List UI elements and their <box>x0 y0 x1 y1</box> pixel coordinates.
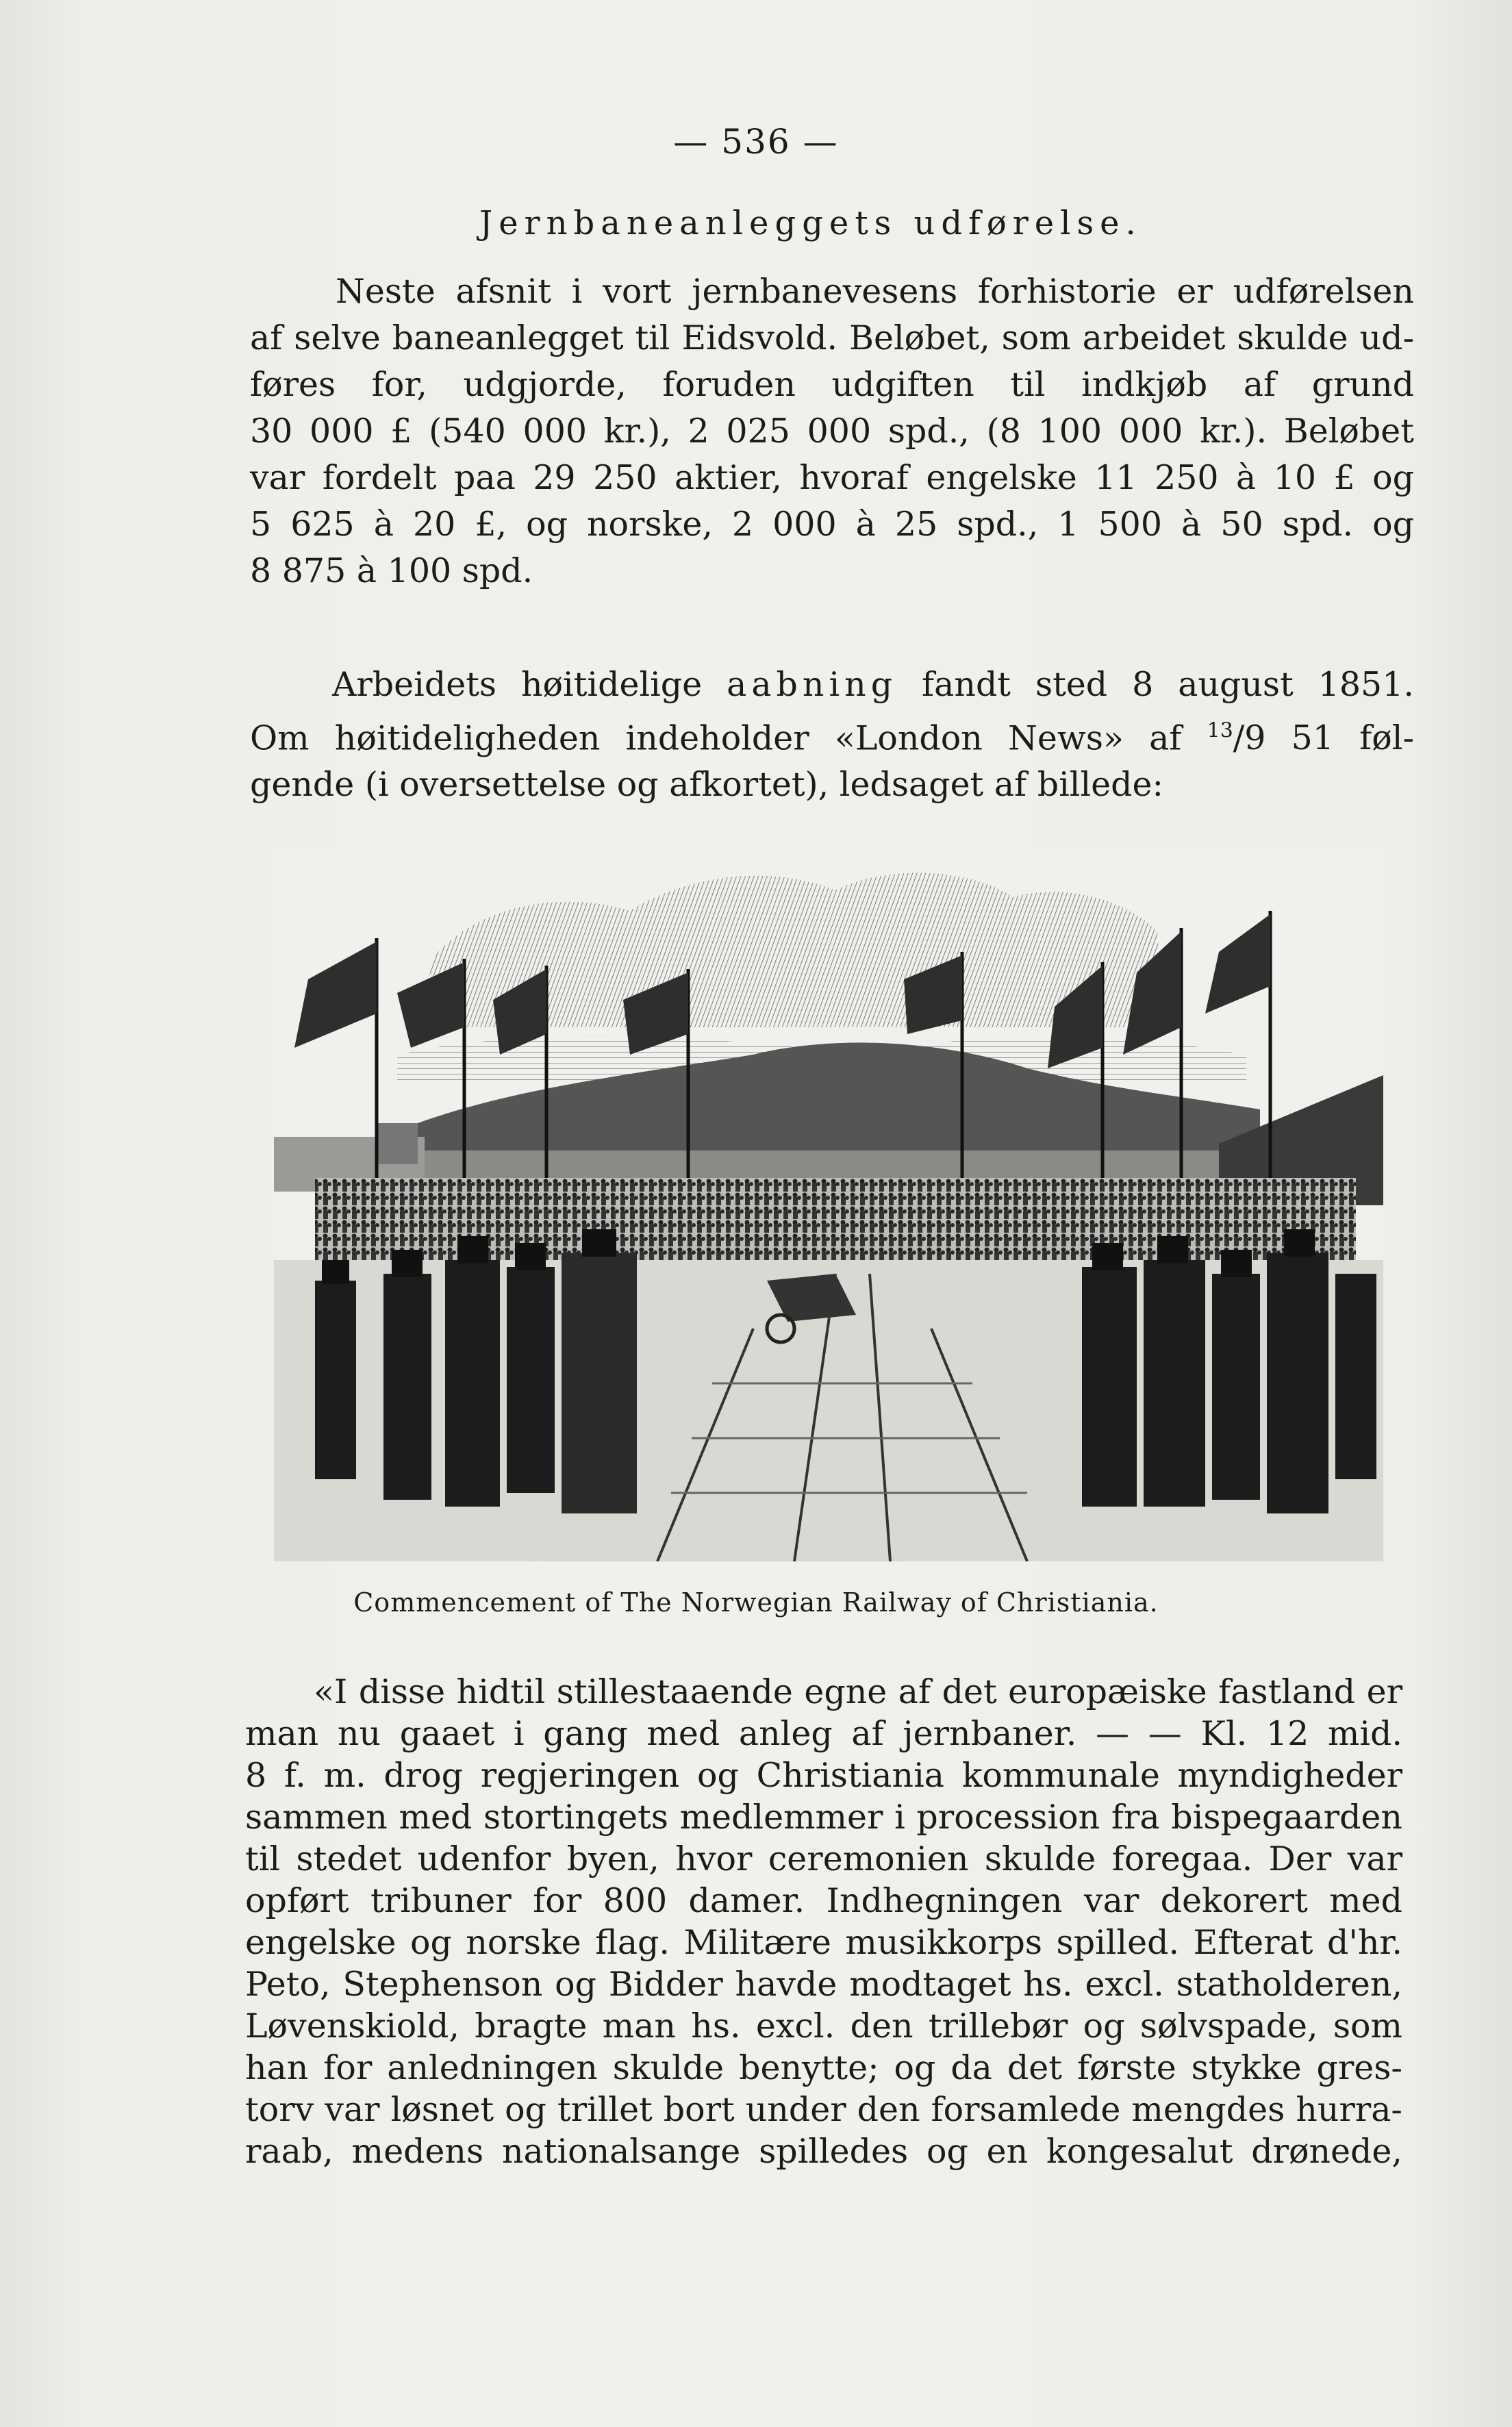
text-line: 5 625 à 20 £, og norske, 2 000 à 25 spd., 1 500 à 50 spd. og <box>250 505 1414 544</box>
text-line: 30 000 £ (540 000 kr.), 2 025 000 spd., (8 100 000 kr.). Beløbet <box>250 412 1414 451</box>
text-line: «I disse hidtil stillestaaende egne af det europæiske fastland er <box>314 1672 1402 1711</box>
text-line: sammen med stortingets medlemmer i procession fra bispegaarden <box>245 1798 1402 1837</box>
text-line: Løvenskiold, bragte man hs. excl. den trillebør og sølvspade, som <box>245 2007 1402 2046</box>
text-line: gende (i oversettelse og afkortet), ledsaget af billede: <box>250 765 1164 805</box>
text-fragment: Arbeidets høitidelige <box>332 665 703 704</box>
text-line: opført tribuner for 800 damer. Indhegningen var dekorert med <box>245 1881 1402 1920</box>
text-fragment: Om høitideligheden indeholder «London News» af <box>250 718 1182 758</box>
text-line: torv var løsnet og trillet bort under den forsamlede mengdes hurra- <box>245 2090 1402 2129</box>
text-line: han for anledningen skulde benytte; og da det første stykke gres- <box>245 2048 1402 2087</box>
illustration-caption: Commencement of The Norwegian Railway of Christiania. <box>353 1587 1159 1618</box>
text-line: til stedet udenfor byen, hvor ceremonien skulde foregaa. Der var <box>245 1839 1402 1878</box>
text-line: af selve baneanlegget til Eidsvold. Beløbet, som arbeidet skulde ud- <box>250 318 1414 357</box>
paragraph-3 <box>245 1671 1402 2172</box>
text-line: var fordelt paa 29 250 aktier, hvoraf engelske 11 250 à 10 £ og <box>250 458 1414 497</box>
text-line: Neste afsnit i vort jernbanevesens forhistorie er udførelsen <box>336 272 1414 311</box>
superscript-day: 13 <box>1207 719 1233 743</box>
text-line <box>250 662 1414 708</box>
text-line <box>250 708 1414 762</box>
date-fraction: $^{13}$/9 51 føl- <box>1207 718 1414 758</box>
engraving-illustration <box>274 849 1383 1561</box>
text-line: Peto, Stephenson og Bidder havde modtaget hs. excl. statholderen, <box>245 1965 1402 2004</box>
text-line: 8 f. m. drog regjeringen og Christiania kommunale myndigheder <box>245 1756 1402 1795</box>
text-line: man nu gaaet i gang med anleg af jernbaner. — — Kl. 12 mid. <box>245 1714 1402 1753</box>
text-line: engelske og norske flag. Militære musikkorps spilled. Efterat d'hr. <box>245 1923 1402 1962</box>
paragraph-1 <box>250 268 1414 594</box>
emphasis-spaced: aabning <box>727 665 898 704</box>
text-fragment: fandt sted 8 august 1851. <box>922 665 1414 704</box>
section-heading: Jernbaneanleggets udførelse. <box>479 204 1142 242</box>
paragraph-2 <box>250 662 1414 808</box>
text-line: raab, medens nationalsange spilledes og en kongesalut drønede, <box>245 2132 1402 2171</box>
text-line: 8 875 à 100 spd. <box>250 551 533 590</box>
page-number: — 536 — <box>673 122 839 162</box>
text-line: føres for, udgjorde, foruden udgiften til indkjøb af grund <box>250 365 1414 404</box>
